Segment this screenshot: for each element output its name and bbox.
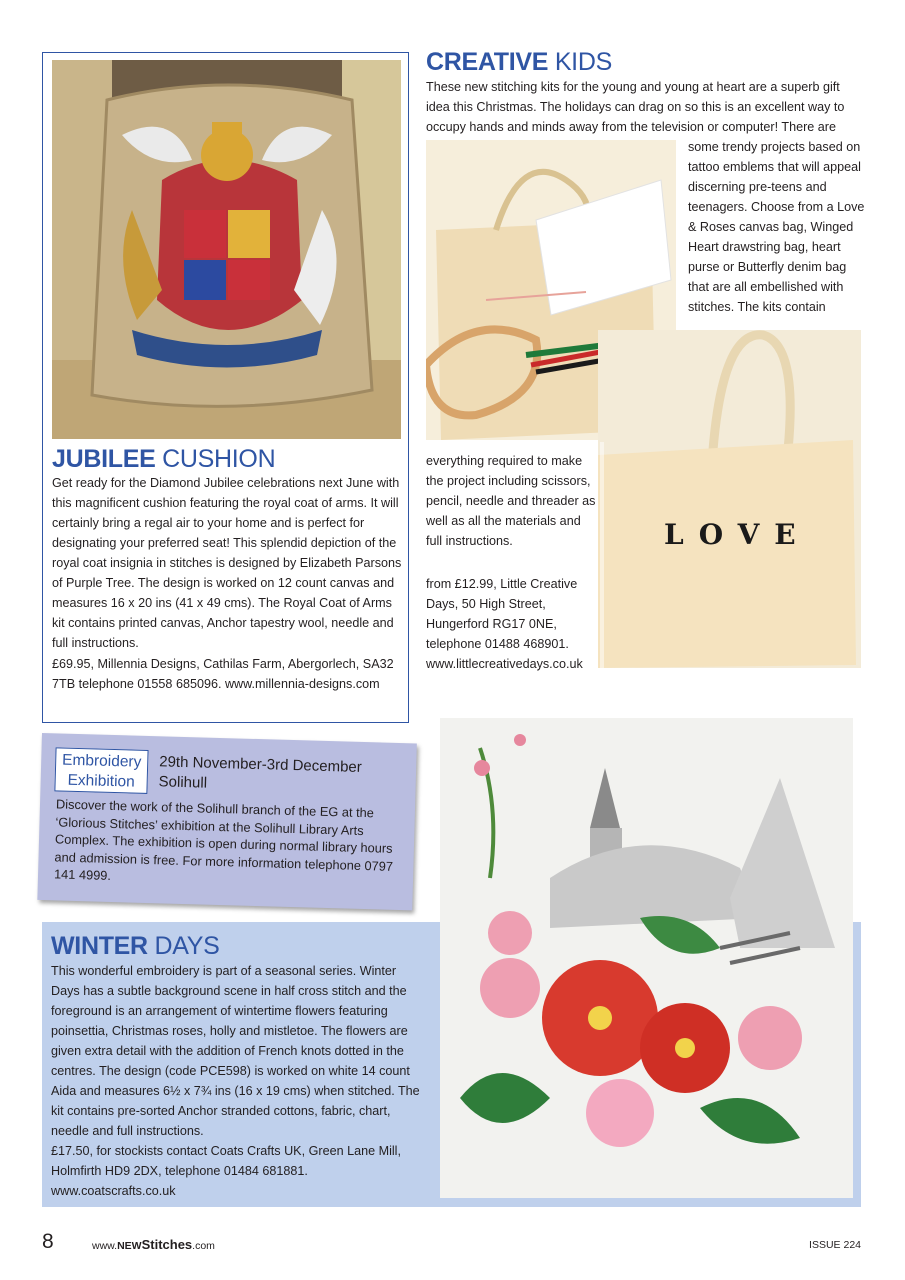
event-description: Discover the work of the Solihull branch of the EG at the ‘Glorious Stitches’ exhibition at the Solihull Library Arts Complex. The exhibition is open during normal library hours and admission is free. For more information telephone 0797 141 4999. xyxy=(53,796,394,883)
love-stitched-lettering: LOVE xyxy=(664,518,811,551)
jubilee-cushion-description: Get ready for the Diamond Jubilee celebrations next June with this magnificent cushion featuring the royal coat of arms. It will certainly bring a regal air to your home and is perfect for designating your preferred seat! This splendid depiction of the royal coat insignia in stitches is designed by Elizabeth Parsons of Purple Tree. The design is worked on 12 count canvas and measures 16 x 20 ins (41 x 49 cms). The Royal Coat of Arms kit contains printed canvas, Anchor tapestry wool, needle and full instructions. xyxy=(52,476,402,650)
jubilee-cushion-contact: £69.95, Millennia Designs, Cathilas Farm, Abergorlech, SA32 7TB telephone 01558 685096. www.millennia-designs.com xyxy=(52,657,394,691)
creative-kids-contact: from £12.99, Little Creative Days, 50 High Street, Hungerford RG17 0NE, telephone 01488 468901. www.littlecreativedays.co.uk xyxy=(426,577,583,671)
heading-light-word: DAYS xyxy=(154,932,220,960)
heading-light-word: CUSHION xyxy=(162,445,276,473)
url-suffix: .com xyxy=(192,1240,215,1252)
embroidery-exhibition-notice xyxy=(37,733,417,910)
love-bag-photo xyxy=(598,330,861,668)
winter-embroidery-illustration xyxy=(440,718,853,1198)
jubilee-cushion-photo xyxy=(52,60,401,439)
heading-bold-word: WINTER xyxy=(51,932,148,960)
heading-bold-word: JUBILEE xyxy=(52,445,156,473)
jubilee-cushion-panel xyxy=(42,52,409,723)
creative-kids-intro: These new stitching kits for the young and young at heart are a superb gift idea this Christmas. The holidays can drag on so this is an excellent way to occupy hands and minds away from the television or computer! There are xyxy=(426,80,845,134)
url-brand-stitches: Stitches xyxy=(141,1237,193,1252)
winter-days-heading xyxy=(51,932,219,960)
event-date: 29th November-3rd December Solihull xyxy=(158,753,362,792)
winter-days-embroidery-photo xyxy=(440,718,853,1198)
page-number: 8 xyxy=(42,1230,54,1253)
url-brand-new: NEW xyxy=(117,1240,142,1252)
creative-kids-heading xyxy=(426,48,612,76)
heading-bold-word: CREATIVE xyxy=(426,48,549,76)
creative-kids-side-text: some trendy projects based on tattoo emblems that will appeal discerning pre-teens and teenagers. Choose from a Love & Roses canvas bag, Winged Heart drawstring bag, heart purse or Butterfly denim bag that are all embellished with stitches. The kits contain xyxy=(688,140,865,314)
issue-number: ISSUE 224 xyxy=(809,1239,861,1251)
url-prefix: www. xyxy=(92,1240,118,1252)
jubilee-cushion-heading xyxy=(52,445,275,473)
love-bag-illustration xyxy=(598,330,861,668)
cushion-illustration xyxy=(52,60,401,439)
creative-kids-lower-text: everything required to make the project including scissors, pencil, needle and threader as well as all the materials and full instructions. xyxy=(426,454,596,548)
winter-days-description: This wonderful embroidery is part of a seasonal series. Winter Days has a subtle background scene in half cross stitch and the foreground is an arrangement of wintertime flowers featuring poinsettia, Christmas roses, holly and mistletoe. The flowers are given extra detail with the addition of French knots dotted in the centres. The design (code PCE598) is worked on white 14 count Aida and measures 6½ x 7¾ ins (16 x 19 cms) when stitched. The kit contains pre-sorted Anchor stranded cottons, fabric, chart, needle and full instructions. xyxy=(51,964,420,1138)
winter-days-contact: £17.50, for stockists contact Coats Crafts UK, Green Lane Mill, Holmfirth HD9 2DX, telephone 01484 681881. www.coatscrafts.co.uk xyxy=(51,1144,401,1198)
event-label: Embroidery Exhibition xyxy=(54,747,148,794)
magazine-website xyxy=(92,1239,215,1252)
heading-light-word: KIDS xyxy=(554,48,612,76)
